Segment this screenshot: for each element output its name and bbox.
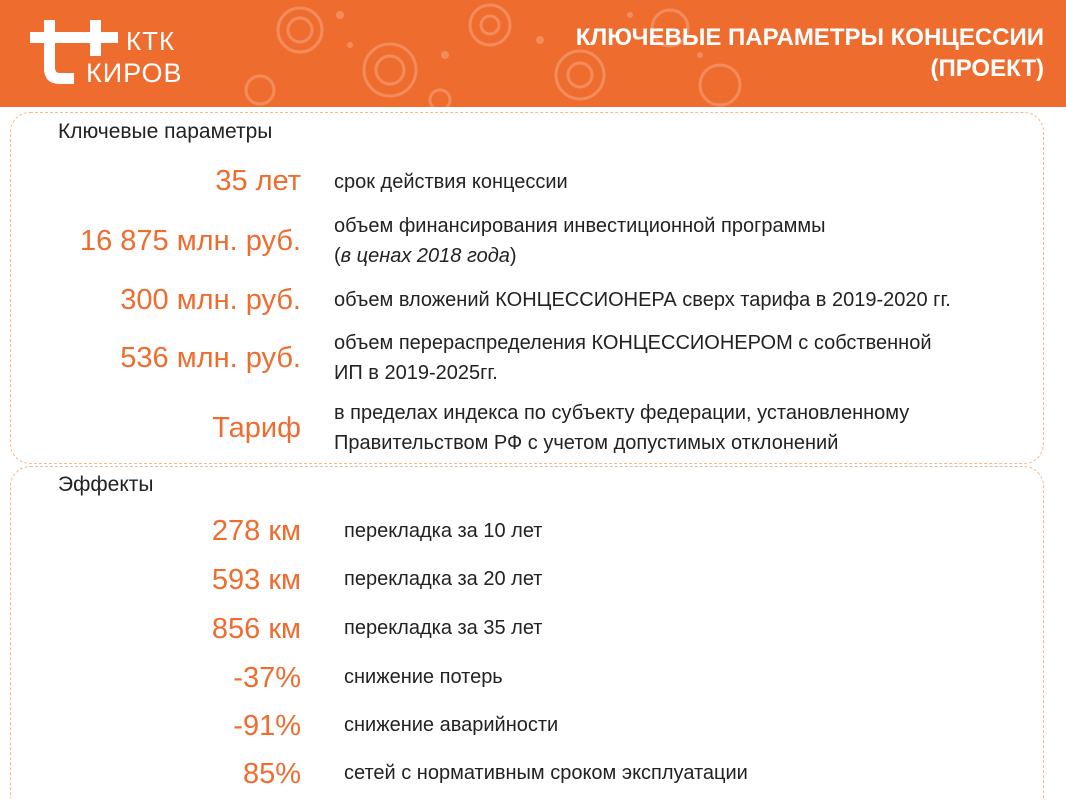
effect-value: 593 км [211, 564, 301, 596]
price-note: в ценах 2018 года [340, 245, 510, 267]
param-value: 35 лет [215, 165, 301, 197]
paren-close: ) [509, 245, 517, 267]
param-description-line: ИП в 2019-2025гг. [334, 362, 498, 384]
effect-description: снижение потерь [344, 666, 503, 688]
param-description [334, 328, 932, 388]
param-description [334, 398, 909, 458]
param-description-line: Правительством РФ с учетом допустимых отклонений [334, 432, 839, 454]
paren-open: ( [334, 245, 341, 267]
param-description [334, 211, 825, 271]
effect-value: 85% [242, 758, 301, 790]
logo-text-kirov: КИРОВ [86, 58, 183, 88]
effect-value: 856 км [211, 613, 301, 645]
param-description: срок действия концессии [334, 171, 568, 193]
effects-heading: Эффекты [58, 473, 154, 496]
header-banner [0, 0, 1066, 107]
param-description-line: объем перераспределения КОНЦЕССИОНЕРОМ с собственной [334, 332, 932, 354]
title-line-2: (ПРОЕКТ) [930, 55, 1044, 82]
effect-value: 278 км [211, 515, 301, 547]
param-description-line: в пределах индекса по субъекту федерации, установленному [334, 402, 910, 424]
effect-description: перекладка за 35 лет [344, 617, 543, 639]
effect-description: перекладка за 20 лет [344, 568, 543, 590]
effect-value: -91% [233, 710, 301, 742]
param-value: 16 875 млн. руб. [79, 225, 301, 257]
effect-description: снижение аварийности [344, 714, 559, 736]
param-value: 536 млн. руб. [120, 342, 301, 374]
param-value: Тариф [212, 412, 301, 444]
effect-value: -37% [233, 662, 301, 694]
param-description-line [334, 241, 825, 271]
param-value: 300 млн. руб. [120, 284, 301, 316]
logo-text-ktk: КТК [126, 26, 176, 56]
company-logo [30, 20, 183, 90]
key-parameters-heading: Ключевые параметры [58, 120, 273, 143]
param-description: объем вложений КОНЦЕССИОНЕРА сверх тарифа в 2019-2020 гг. [334, 289, 951, 311]
title-line-1: КЛЮЧЕВЫЕ ПАРАМЕТРЫ КОНЦЕССИИ [575, 24, 1044, 51]
effect-description: сетей с нормативным сроком эксплуатации [344, 762, 748, 784]
page-title [524, 22, 1044, 84]
param-description-line: объем финансирования инвестиционной программы [334, 215, 826, 237]
effect-description: перекладка за 10 лет [344, 520, 543, 542]
